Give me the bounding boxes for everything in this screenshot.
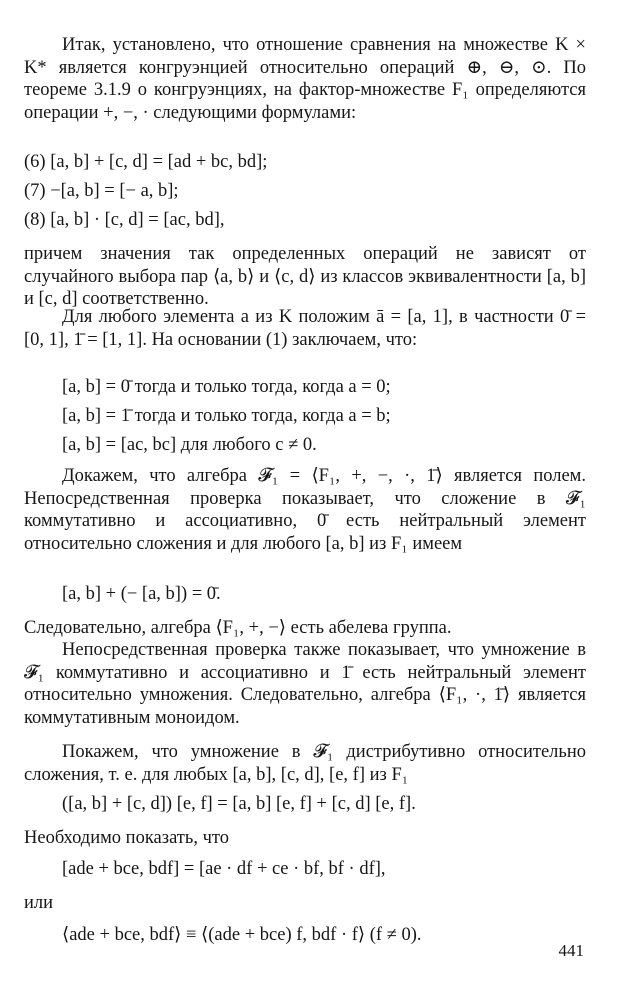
condition-scaling: [a, b] = [ac, bc] для любого c ≠ 0. (62, 435, 317, 455)
formula-7-negation: (7) −[a, b] = [− a, b]; (24, 181, 179, 201)
paragraph-congruence: Итак, установлено, что отношение сравнения на множестве K × K* является конгруэнцией относительно операций ⊕, ⊖, ⊙. По теореме 3.1.9 о конгруэнциях, на фактор-множестве F₁ определяются операции +, −, · следующими формулами: (24, 35, 586, 123)
paragraph-abelian-group: Следовательно, алгебра ⟨F₁, +, −⟩ есть абелева группа. (24, 618, 452, 638)
condition-one: [a, b] = 1̄ тогда и только тогда, когда a = b; (62, 406, 391, 426)
word-or: или (24, 893, 54, 913)
paragraph-must-show: Необходимо показать, что (24, 828, 229, 848)
paragraph-field: Докажем, что алгебра 𝓕₁ = ⟨F₁, +, −, ·, 1̄⟩ является полем. Непосредственная проверка показывает, что сложение в 𝓕₁ коммутативно и ассоциативно, 0̄ есть нейтральный элемент относительно сложения и для любого [a, b] из F₁ имеем (24, 466, 586, 554)
page-number: 441 (558, 941, 584, 960)
paragraph-independence: причем значения так определенных операций не зависят от случайного выбора пар ⟨a, b⟩ и ⟨c, d⟩ из классов эквивалентности [a, b] и [c, d] соответственно. (24, 244, 586, 309)
formula-equivalence: ⟨ade + bce, bdf⟩ ≡ ⟨(ade + bce) f, bdf · f⟩ (f ≠ 0). (62, 925, 422, 945)
paragraph-distributivity: Покажем, что умножение в 𝓕₁ дистрибутивно относительно сложения, т. е. для любых [a, b], [c, d], [e, f] из F₁ (24, 742, 586, 785)
formula-8-multiplication: (8) [a, b] · [c, d] = [ac, bd], (24, 210, 225, 230)
formula-additive-inverse: [a, b] + (− [a, b]) = 0̄. (62, 584, 221, 604)
paragraph-elements: Для любого элемента a из K положим ā = [a, 1], в частности 0̄ = [0, 1], 1̄ = [1, 1]. На основании (1) заключаем, что: (24, 307, 586, 350)
formula-equality: [ade + bce, bdf] = [ae · df + ce · bf, bf · df], (62, 859, 386, 879)
condition-zero: [a, b] = 0̄ тогда и только тогда, когда a = 0; (62, 377, 391, 397)
paragraph-monoid: Непосредственная проверка также показывает, что умножение в 𝓕₁ коммутативно и ассоциативно и 1̄ есть нейтральный элемент относительно умножения. Следовательно, алгебра ⟨F₁, ·, 1̄⟩ является коммутативным моноидом. (24, 640, 586, 728)
formula-distributivity: ([a, b] + [c, d]) [e, f] = [a, b] [e, f] + [c, d] [e, f]. (62, 794, 416, 814)
formula-6-addition: (6) [a, b] + [c, d] = [ad + bc, bd]; (24, 152, 268, 172)
